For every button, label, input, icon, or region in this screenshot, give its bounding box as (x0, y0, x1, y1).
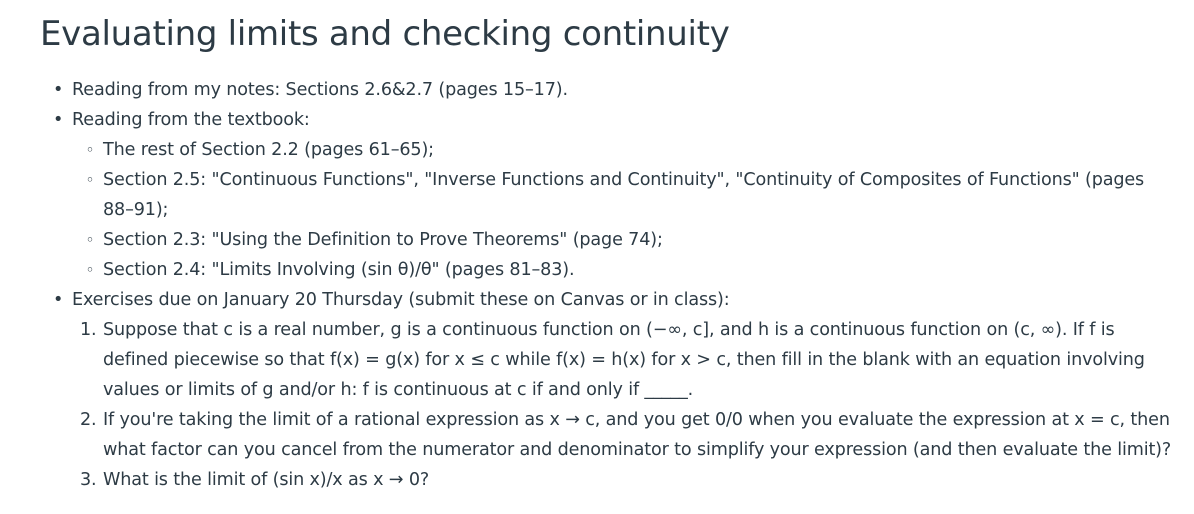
exercise-text: What is the limit of (sin x)/x as x → 0? (103, 470, 430, 490)
sub-bullet-icon: ◦ (85, 261, 95, 279)
exercise-item (0, 405, 1194, 465)
bullet-icon: • (53, 110, 64, 130)
exercise-text: If you're taking the limit of a rational expression as x → c, and you get 0/0 when you evaluate the expression at x = c, then what factor can you cancel from the numerator and denominator to simplify your expression (and then evaluate the limit)? (103, 410, 1172, 460)
list-item-text: Reading from my notes: Sections 2.6&2.7 (pages 15–17). (72, 80, 568, 100)
list-item-text: Reading from the textbook: (72, 110, 310, 130)
sublist-item-text: The rest of Section 2.2 (pages 61–65); (103, 140, 434, 160)
bullet-icon: • (53, 80, 64, 100)
list-item-text: Exercises due on January 20 Thursday (submit these on Canvas or in class): (72, 290, 730, 310)
sublist-item-text: Section 2.3: "Using the Definition to Prove Theorems" (page 74); (103, 230, 663, 250)
exercise-list (0, 315, 1194, 495)
exercise-number: 2. (80, 410, 97, 430)
list-item-exercises (0, 285, 1194, 495)
sublist-item (0, 135, 1194, 165)
sublist-item (0, 165, 1194, 225)
exercise-item (0, 315, 1194, 405)
exercise-item (0, 465, 1194, 495)
exercise-number: 1. (80, 320, 97, 340)
sublist-item-text: Section 2.4: "Limits Involving (sin θ)/θ" (pages 81–83). (103, 260, 575, 280)
sublist-item (0, 255, 1194, 285)
exercise-text: Suppose that c is a real number, g is a continuous function on (−∞, c], and h is a continuous function on (c, ∞). If f is defined piecewise so that f(x) = g(x) for x ≤ c while f(x) = h(x) for x > c, then fill in the blank with an equation involving values or limits of g and/or h: f is continuous at c if and only if _____. (103, 320, 1145, 400)
sublist-item-text: Section 2.5: "Continuous Functions", "Inverse Functions and Continuity", "Continuity of Composites of Functions" (pages 88–91); (103, 170, 1145, 220)
exercise-number: 3. (80, 470, 97, 490)
sub-bullet-icon: ◦ (85, 231, 95, 249)
sublist-item (0, 225, 1194, 255)
bullet-icon: • (53, 290, 64, 310)
list-item-notes (0, 75, 1194, 105)
sub-bullet-icon: ◦ (85, 141, 95, 159)
sub-bullet-icon: ◦ (85, 171, 95, 189)
textbook-sublist (0, 135, 1194, 285)
page-title: Evaluating limits and checking continuity (40, 14, 730, 54)
reading-list (0, 75, 1194, 495)
list-item-textbook (0, 105, 1194, 285)
